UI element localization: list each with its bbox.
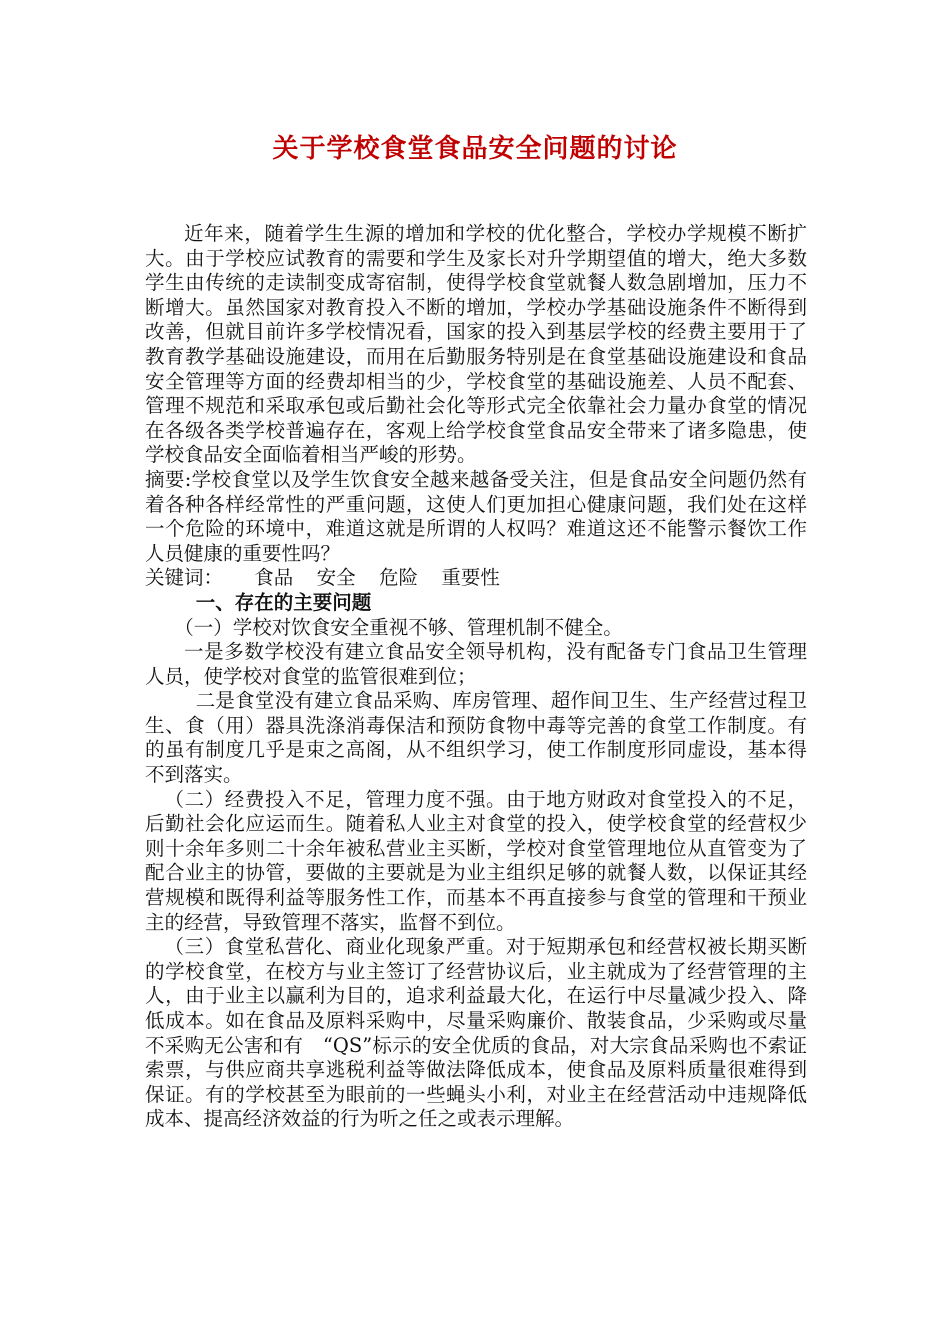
keywords-label: 关键词： bbox=[145, 566, 224, 590]
subsection-1-heading: （一）学校对饮食安全重视不够、管理机制不健全。 bbox=[174, 615, 623, 639]
abstract-paragraph: 摘要:学校食堂以及学生饮食安全越来越备受关注，但是食品安全问题仍然有着各种各样经常性的严重问题，这使人们更加担心健康问题，我们处在这样一个危险的环境中，难道这就是所谓的人权吗？难道这还不能警示餐饮工作人员健康的重要性吗？ bbox=[145, 467, 807, 565]
subsection-3-paragraph: （三）食堂私营化、商业化现象严重。对于短期承包和经营权被长期买断的学校食堂，在校方与业主签订了经营协议后，业主就成为了经营管理的主人，由于业主以赢利为目的，追求利益最大化，在运行中尽量减少投入、降低成本。如在食品及原料采购中，尽量采购廉价、散装食品，少采购或尽量不采购无公害和有 “QS”标示的安全优质的食品，对大宗食品采购也不索证索票，与供应商共享逃税利益等做法降低成本，使食品及原料质量很难得到保证。有的学校甚至为眼前的一些蝇头小利，对业主在经营活动中违规降低成本、提高经济效益的行为听之任之或表示理解。 bbox=[145, 935, 807, 1131]
subsection-1-point-1: 一是多数学校没有建立食品安全领导机构，没有配备专门食品卫生管理人员，使学校对食堂的监管很难到位； bbox=[145, 640, 807, 688]
document-title: 关于学校食堂食品安全问题的讨论 bbox=[272, 134, 678, 164]
document-body bbox=[145, 222, 807, 1132]
subsection-2-paragraph: （二）经费投入不足，管理力度不强。由于地方财政对食堂投入的不足，后勤社会化应运而生。随着私人业主对食堂的投入，使学校食堂的经营权少则十余年多则二十余年被私营业主买断，学校对食堂管理地位从直管变为了配合业主的协管，要做的主要就是为业主组织足够的就餐人数，以保证其经营规模和既得利益等服务性工作，而基本不再直接参与食堂的管理和干预业主的经营，导致管理不落实，监督不到位。 bbox=[145, 787, 807, 934]
keyword-2: 安全 bbox=[316, 566, 356, 590]
keyword-1: 食品 bbox=[254, 566, 294, 590]
keywords-line bbox=[145, 566, 807, 591]
keyword-4: 重要性 bbox=[441, 566, 500, 590]
keyword-3: 危险 bbox=[379, 566, 419, 590]
section-1-heading: 一、存在的主要问题 bbox=[195, 590, 372, 614]
subsection-1-point-2: 二是食堂没有建立食品采购、库房管理、超作间卫生、生产经营过程卫生、食（用）器具洗涤消毒保洁和预防食物中毒等完善的食堂工作制度。有的虽有制度几乎是束之高阁，从不组织学习，使工作制度形同虚设，基本得不到落实。 bbox=[145, 689, 807, 787]
intro-paragraph: 近年来，随着学生生源的增加和学校的优化整合，学校办学规模不断扩大。由于学校应试教育的需要和学生及家长对升学期望值的增大，绝大多数学生由传统的走读制变成寄宿制，使得学校食堂就餐人数急剧增加，压力不断增大。虽然国家对教育投入不断的增加，学校办学基础设施条件不断得到改善，但就目前许多学校情况看，国家的投入到基层学校的经费主要用于了教育教学基础设施建设，而用在后勤服务特别是在食堂基础设施建设和食品安全管理等方面的经费却相当的少，学校食堂的基础设施差、人员不配套、管理不规范和采取承包或后勤社会化等形式完全依靠社会力量办食堂的情况在各级各类学校普遍存在，客观上给学校食堂食品安全带来了诸多隐患，使学校食品安全面临着相当严峻的形势。 bbox=[145, 222, 807, 467]
